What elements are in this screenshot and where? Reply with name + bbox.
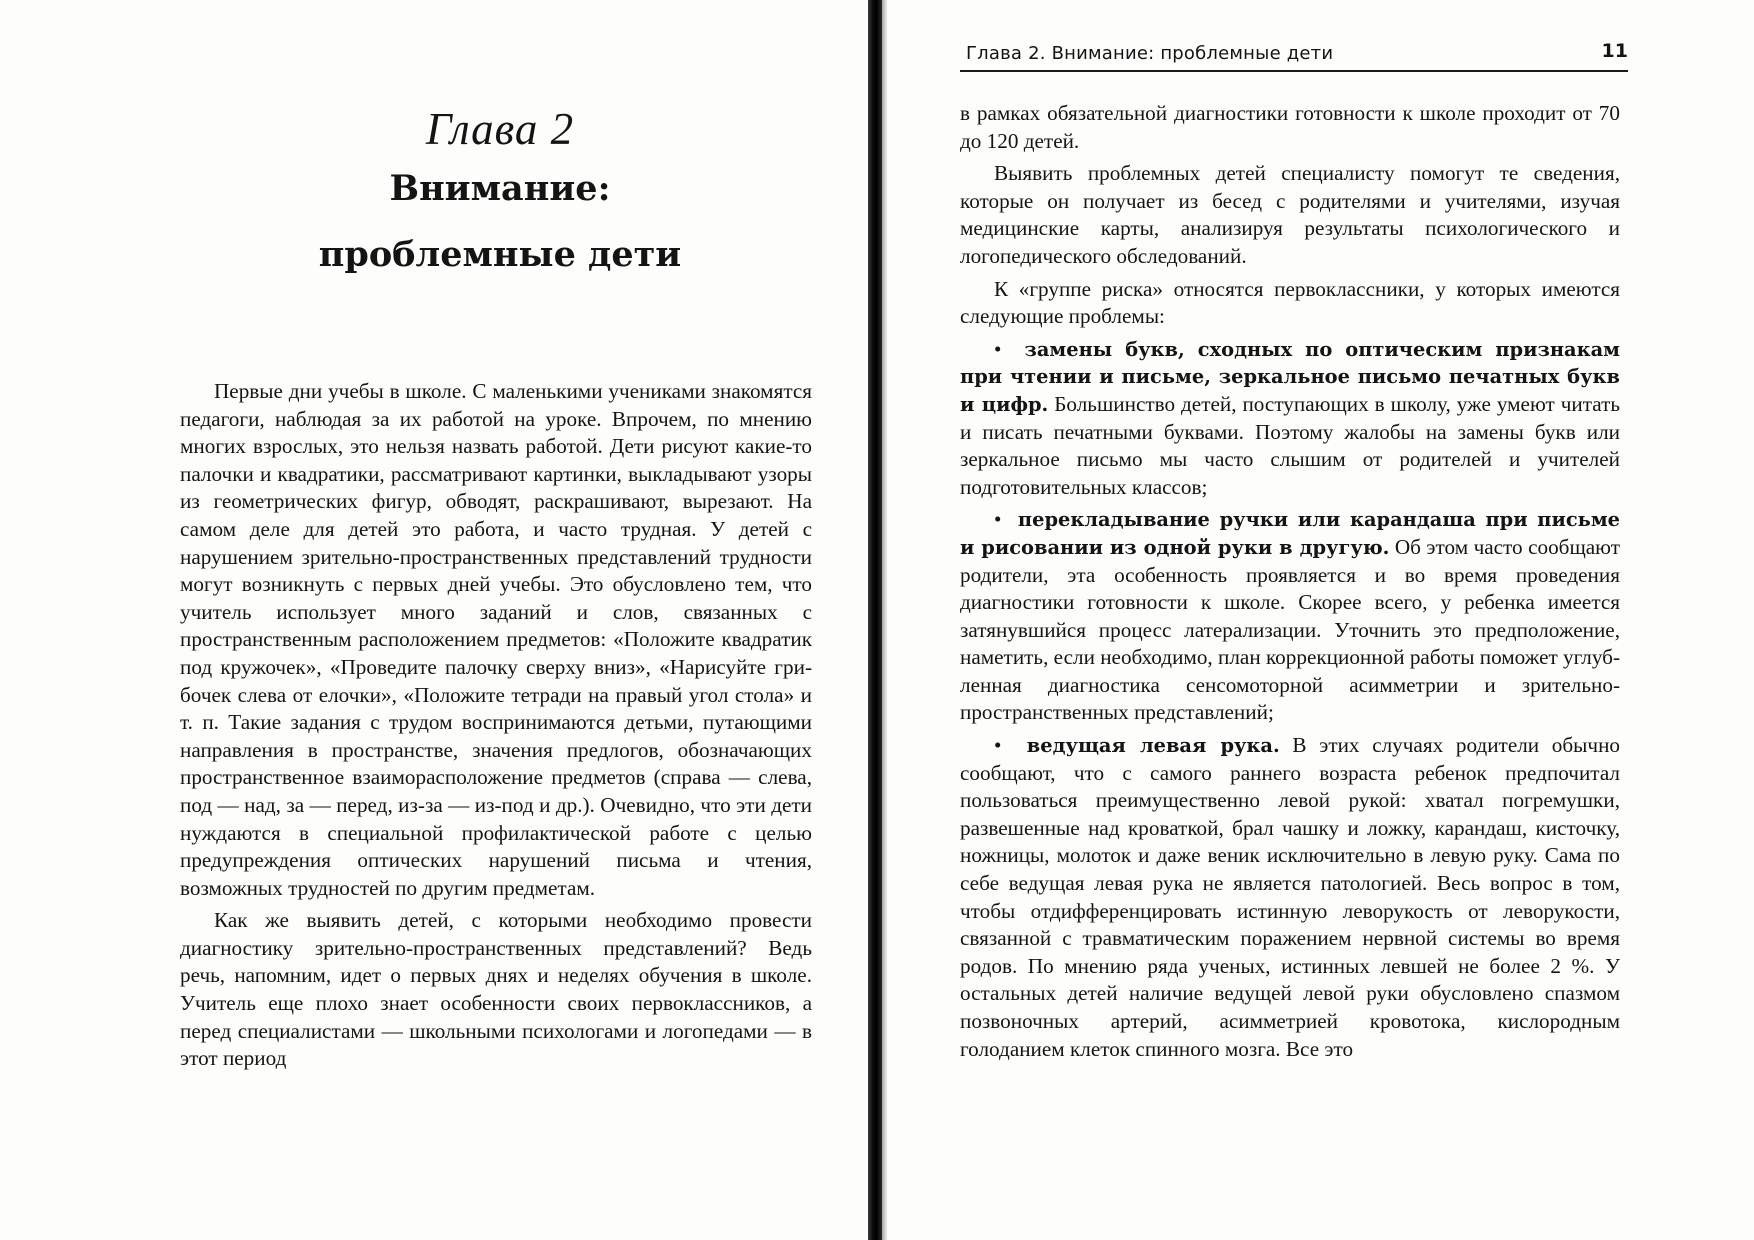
bullet-text: Большинство детей, поступающих в школу, уже умеют читать и писать печатными буквами. Поэтому жалобы на замены букв или зеркальное письмо мы часто слышим от родителей и учителей подготовительных классов; [960,391,1620,499]
bullet-icon: • [994,336,1002,361]
bullet-item [960,336,1620,502]
left-page-body [180,378,812,1073]
bullet-term: перекладывание ручки или карандаша при письме и рисовании из одной руки в другую. [960,508,1621,559]
bullet-item [960,506,1620,727]
book-gutter [868,0,882,1240]
bullet-term: замены букв, сходных по оптическим признакам при чтении и письме, зеркальное письмо печатных букв и цифр. [960,337,1621,416]
chapter-number: Глава 2 [425,104,575,154]
right-paragraph-3: К «группе риска» относятся первоклассники, у которых имеются следующие проблемы: [960,276,1620,329]
right-page-body [960,100,1620,1063]
right-paragraph-2: Выявить проблемных детей специалисту помогут те сведения, которые он получает из бесед с родителями и учителями, изучая медицинские карты, анализируя результаты психологического и логопедического обследований. [960,161,1620,268]
bullet-text: Об этом часто сообщают родители, эта особенность проявляется и во время проведения диагностики готовности к школе. Скорее всего, у ребенка имеется затянувшийся процесс латерализации. Уточнить это предположение, наметить, если необходимо, план коррекционной работы поможет углубленная диагностика сенсомоторной асимметрии и зрительно-пространственных представлений; [960,534,1620,725]
bullet-term: ведущая левая рука. [1026,734,1280,758]
chapter-title-line-1: Внимание: [389,168,611,209]
right-page [888,0,1754,1240]
page-number: 11 [1601,40,1628,62]
bullet-icon: • [994,507,1002,532]
left-paragraph-1: Первые дни учебы в школе. С маленькими учениками знакомятся педагоги, наблюдая за их работой на уроке. Впрочем, по мнению многих взрослых, это нельзя назвать работой. Дети рисуют какие-то палочки и квадратики, рассматривают картинки, выкладывают узоры из геометрических фигур, обводят, раскрашивают, вырезают. На самом деле для детей это работа, и часто трудная. У детей с нарушением зрительно-пространственных представлений трудности могут возникнуть с первых дней учебы. Это обусловлено тем, что учитель использует много заданий и слов, связанных с пространственным расположением предметов: «Положите квадратик под кружочек», «Проведите палочку сверху вниз», «Нарисуйте грибочек слева от елочки», «Положите тетради на правый угол стола» и т. п. Такие задания с трудом воспринимаются детьми, путающими направления в пространстве, значения предлогов, обозначающих пространственное взаиморасположение предметов (справа — слева, под — над, за — перед, из-за — из-под и др.). Очевидно, что эти дети нуждаются в специальной профилактической работе с целью предупреждения оптических нарушений письма и чтения, возможных трудностей по другим предметам. [180,379,812,900]
running-header [960,36,1628,72]
bullet-text: В этих случаях родители обычно сообщают, что с самого раннего возраста ребенок предпочитал пользоваться преимущественно левой рукой: хватал погремушки, развешенные над кроваткой, брал чашку и ложку, карандаш, кисточку, ножницы, молоток и даже веник исключительно в левую руку. Сама по себе ведущая левая рука не является патологией. Весь вопрос в том, чтобы отдифференцировать истинную леворукость от леворукости, связанной с травматическим поражением нервной системы во время родов. По мнению ряда ученых, истинных левшей не более 2 %. У остальных детей наличие ведущей левой руки обусловлено спазмом позвоночных артерий, асимметрией кровотока, кислородным голоданием клеток спинного мозга. Все это [960,733,1621,1061]
chapter-title-line-2: проблемные дети [318,234,682,275]
bullet-item [960,732,1620,1063]
left-paragraph-2: Как же выявить детей, с которыми необходимо провести диагностику зрительно-пространственных представлений? Ведь речь, напомним, идет о первых днях и неделях обучения в школе. Учитель еще плохо знает особенности своих первоклассников, а перед специалистами — школьными психологами и логопедами — в этот период [180,908,812,1071]
bullet-icon: • [994,733,1002,758]
chapter-heading [180,102,820,288]
left-page [0,0,868,1240]
running-title: Глава 2. Внимание: проблемные дети [966,43,1334,64]
right-paragraph-continuation: в рамках обязательной диагностики готовности к школе проходит от 70 до 120 детей. [960,101,1620,153]
